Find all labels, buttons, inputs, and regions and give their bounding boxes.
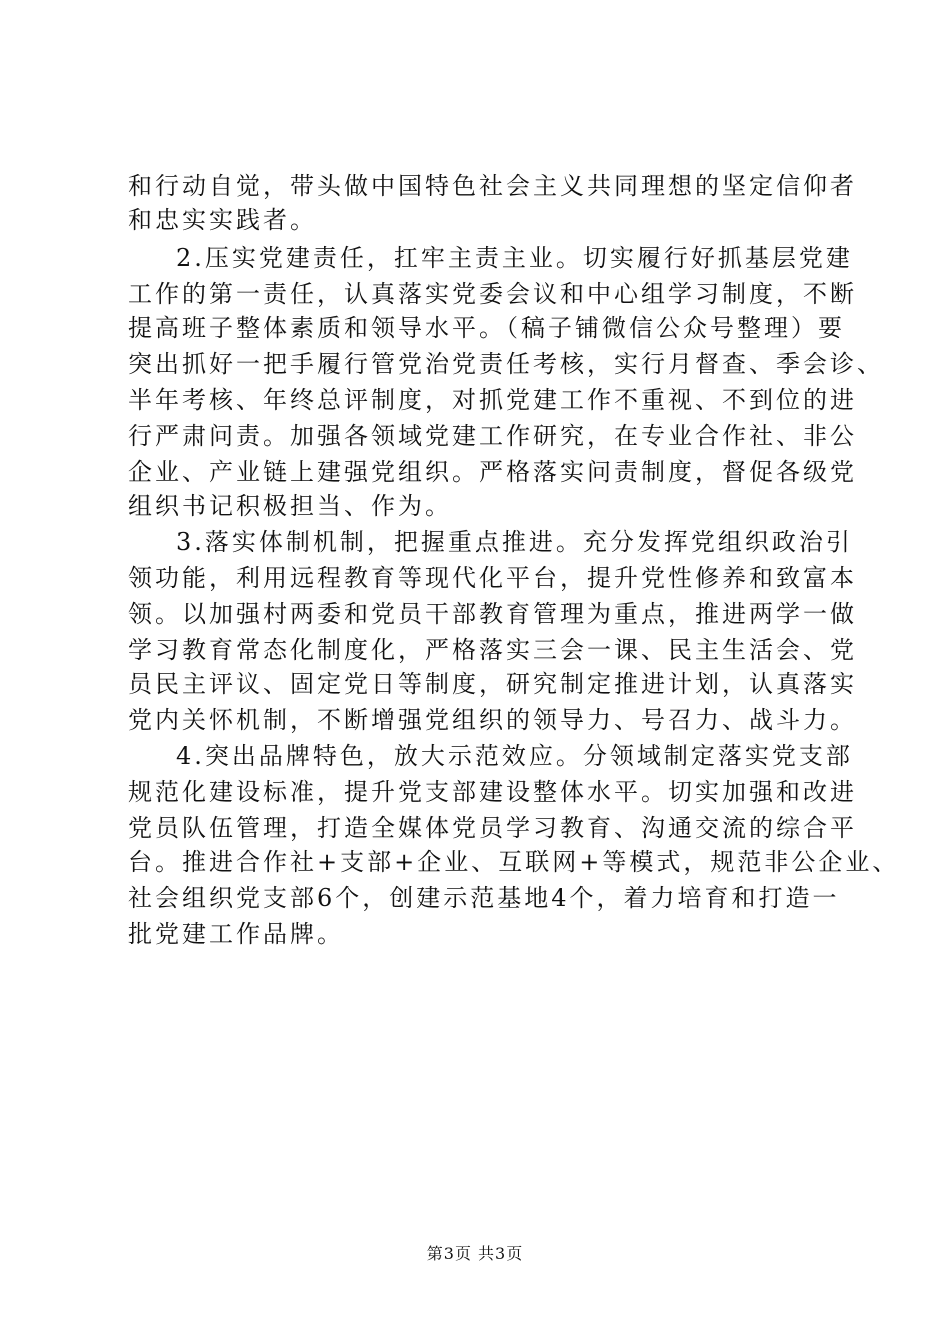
text-line: 规范化建设标准，提升党支部建设整体水平。切实加强和改进: [128, 778, 857, 806]
paragraph-4-start: 4.突出品牌特色，放大示范效应。分领域制定落实党支部: [176, 742, 853, 770]
text-line: 领功能，利用远程教育等现代化平台，提升党性修养和致富本: [128, 564, 857, 592]
text-line: 突出抓好一把手履行管党治党责任考核，实行月督查、季会诊、: [128, 350, 884, 378]
text-line: 和忠实实践者。: [128, 206, 317, 234]
text-line: 组织书记积极担当、作为。: [128, 492, 452, 520]
text-line: 学习教育常态化制度化，严格落实三会一课、民主生活会、党: [128, 636, 857, 664]
text-line: 社会组织党支部6个，创建示范基地4个，着力培育和打造一: [128, 884, 840, 912]
text-line: 批党建工作品牌。: [128, 920, 344, 948]
text-line: 领。以加强村两委和党员干部教育管理为重点，推进两学一做: [128, 600, 857, 628]
text-line: 半年考核、年终总评制度，对抓党建工作不重视、不到位的进: [128, 386, 857, 414]
text-line: 行严肃问责。加强各领域党建工作研究，在专业合作社、非公: [128, 422, 857, 450]
text-line: 台。推进合作社+支部+企业、互联网+等模式，规范非公企业、: [128, 848, 900, 876]
text-line: 提高班子整体素质和领导水平。（稿子铺微信公众号整理）要: [128, 314, 845, 342]
paragraph-2-start: 2.压实党建责任，扛牢主责主业。切实履行好抓基层党建: [176, 244, 853, 272]
paragraph-3-start: 3.落实体制机制，把握重点推进。充分发挥党组织政治引: [176, 528, 853, 556]
text-line: 员民主评议、固定党日等制度，研究制定推进计划，认真落实: [128, 670, 857, 698]
page-number-footer: 第3页 共3页: [426, 1244, 524, 1263]
text-line: 工作的第一责任，认真落实党委会议和中心组学习制度，不断: [128, 280, 857, 308]
text-line: 党内关怀机制，不断增强党组织的领导力、号召力、战斗力。: [128, 706, 857, 734]
text-line: 和行动自觉，带头做中国特色社会主义共同理想的坚定信仰者: [128, 172, 857, 200]
text-line: 企业、产业链上建强党组织。严格落实问责制度，督促各级党: [128, 458, 857, 486]
text-line: 党员队伍管理，打造全媒体党员学习教育、沟通交流的综合平: [128, 814, 857, 842]
